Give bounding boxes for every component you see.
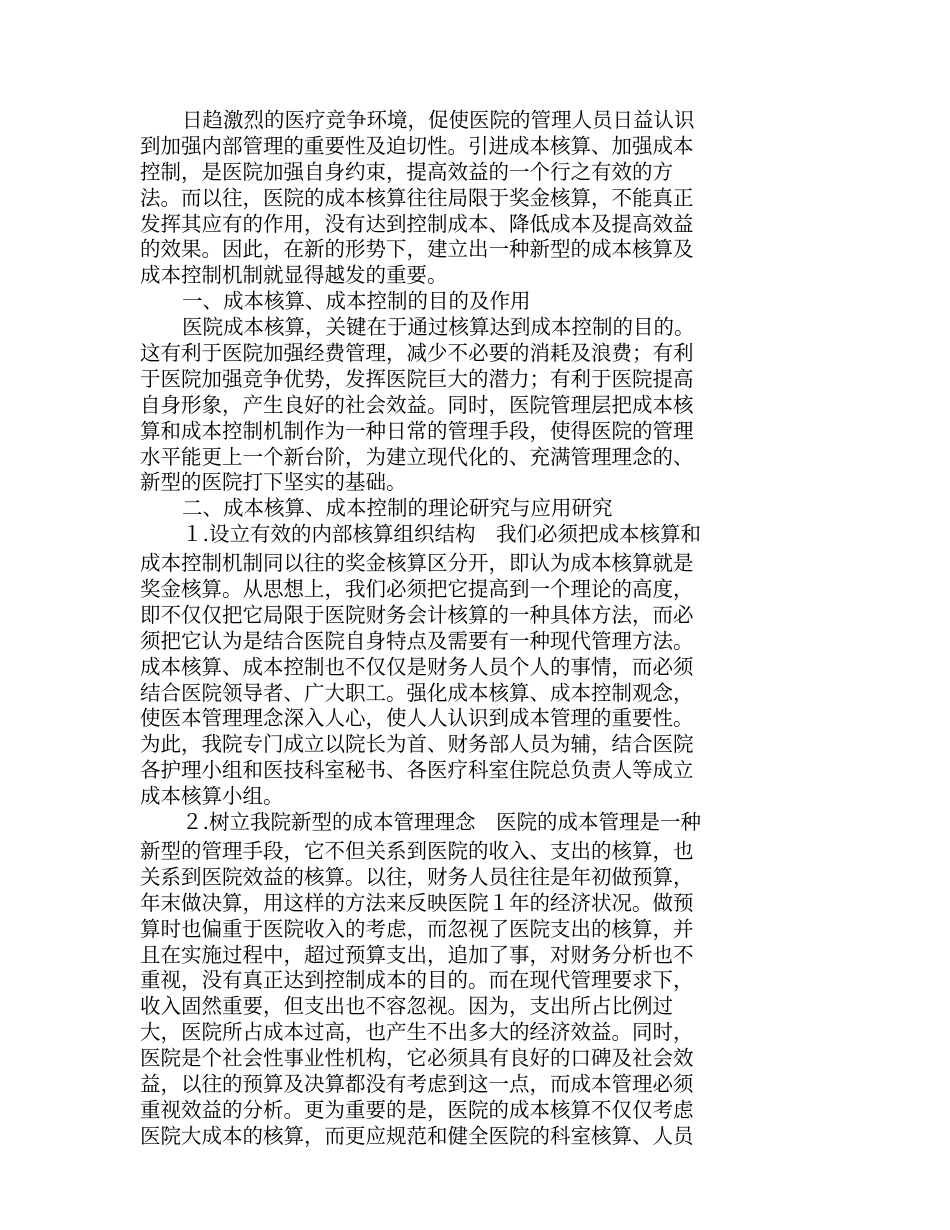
text-line: 发挥其应有的作用，没有达到控制成本、降低成本及提高效益 bbox=[140, 211, 694, 236]
text-line: 水平能更上一个新台阶，为建立现代化的、充满管理理念的、 bbox=[140, 444, 694, 469]
text-line: 大，医院所占成本过高，也产生不出多大的经济效益。同时， bbox=[140, 1020, 694, 1045]
text-line: 自身形象，产生良好的社会效益。同时，医院管理层把成本核 bbox=[140, 392, 694, 417]
paragraph-intro bbox=[140, 108, 740, 289]
text-line: 结合医院领导者、广大职工。强化成本核算、成本控制观念， bbox=[140, 680, 694, 705]
text-line: 新型的管理手段，它不但关系到医院的收入、支出的核算，也 bbox=[140, 838, 694, 863]
text-line: 使医本管理理念深入人心，使人人认识到成本管理的重要性。 bbox=[140, 706, 694, 731]
text-line: 成本控制机制就显得越发的重要。 bbox=[140, 263, 448, 288]
section-heading-2 bbox=[140, 496, 740, 522]
text-line: 的效果。因此，在新的形势下，建立出一种新型的成本核算及 bbox=[140, 237, 694, 262]
text-line: 即不仅仅把它局限于医院财务会计核算的一种具体方法，而必 bbox=[140, 602, 694, 627]
text-line: 这有利于医院加强经费管理，减少不必要的消耗及浪费；有利 bbox=[140, 341, 694, 366]
text-line: 医院是个社会性事业性机构，它必须具有良好的口碑及社会效 bbox=[140, 1046, 694, 1071]
paragraph-section-1 bbox=[140, 315, 740, 496]
heading-line: 二、成本核算、成本控制的理论研究与应用研究 bbox=[182, 496, 613, 521]
text-line: 益，以往的预算及决算都没有考虑到这一点，而成本管理必须 bbox=[140, 1071, 694, 1096]
text-line: 日趋激烈的医疗竞争环境，促使医院的管理人员日益认识 bbox=[182, 108, 695, 132]
text-line: 医院大成本的核算，而更应规范和健全医院的科室核算、人员 bbox=[140, 1123, 694, 1148]
heading-line: 一、成本核算、成本控制的目的及作用 bbox=[182, 289, 531, 314]
paragraph-item-2 bbox=[140, 810, 740, 1150]
text-line: 重视，没有真正达到控制成本的目的。而在现代管理要求下， bbox=[140, 968, 694, 993]
text-line: 新型的医院打下坚实的基础。 bbox=[140, 470, 407, 495]
text-line: １.设立有效的内部核算组织结构 我们必须把成本核算和 bbox=[182, 522, 702, 547]
text-line: 各护理小组和医技科室秘书、各医疗科室住院总负责人等成立 bbox=[140, 758, 694, 783]
text-line: 重视效益的分析。更为重要的是，医院的成本核算不仅仅考虑 bbox=[140, 1097, 694, 1122]
text-line: 到加强内部管理的重要性及迫切性。引进成本核算、加强成本 bbox=[140, 133, 694, 158]
text-line: 奖金核算。从思想上，我们必须把它提高到一个理论的高度， bbox=[140, 577, 694, 602]
text-line: 于医院加强竞争优势，发挥医院巨大的潜力；有利于医院提高 bbox=[140, 366, 694, 391]
text-line: 为此，我院专门成立以院长为首、财务部人员为辅，结合医院 bbox=[140, 732, 694, 757]
text-line: ２.树立我院新型的成本管理理念 医院的成本管理是一种 bbox=[182, 810, 702, 835]
section-heading-1 bbox=[140, 289, 740, 315]
text-line: 成本核算小组。 bbox=[140, 784, 284, 809]
document-page bbox=[140, 108, 740, 1150]
text-line: 算和成本控制机制作为一种日常的管理手段，使得医院的管理 bbox=[140, 418, 694, 443]
text-line: 成本控制机制同以往的奖金核算区分开，即认为成本核算就是 bbox=[140, 551, 694, 576]
text-line: 医院成本核算，关键在于通过核算达到成本控制的目的。 bbox=[182, 315, 695, 340]
paragraph-item-1 bbox=[140, 522, 740, 810]
text-line: 算时也偏重于医院收入的考虑，而忽视了医院支出的核算，并 bbox=[140, 916, 694, 941]
text-line: 收入固然重要，但支出也不容忽视。因为，支出所占比例过 bbox=[140, 994, 673, 1019]
text-line: 年末做决算，用这样的方法来反映医院１年的经济状况。做预 bbox=[140, 890, 694, 915]
text-line: 且在实施过程中，超过预算支出，追加了事，对财务分析也不 bbox=[140, 942, 694, 967]
text-line: 成本核算、成本控制也不仅仅是财务人员个人的事情，而必须 bbox=[140, 654, 694, 679]
text-line: 关系到医院效益的核算。以往，财务人员往往是年初做预算， bbox=[140, 864, 694, 889]
text-line: 须把它认为是结合医院自身特点及需要有一种现代管理方法。 bbox=[140, 628, 694, 653]
text-line: 法。而以往，医院的成本核算往往局限于奖金核算，不能真正 bbox=[140, 185, 694, 210]
text-line: 控制，是医院加强自身约束，提高效益的一个行之有效的方 bbox=[140, 159, 673, 184]
